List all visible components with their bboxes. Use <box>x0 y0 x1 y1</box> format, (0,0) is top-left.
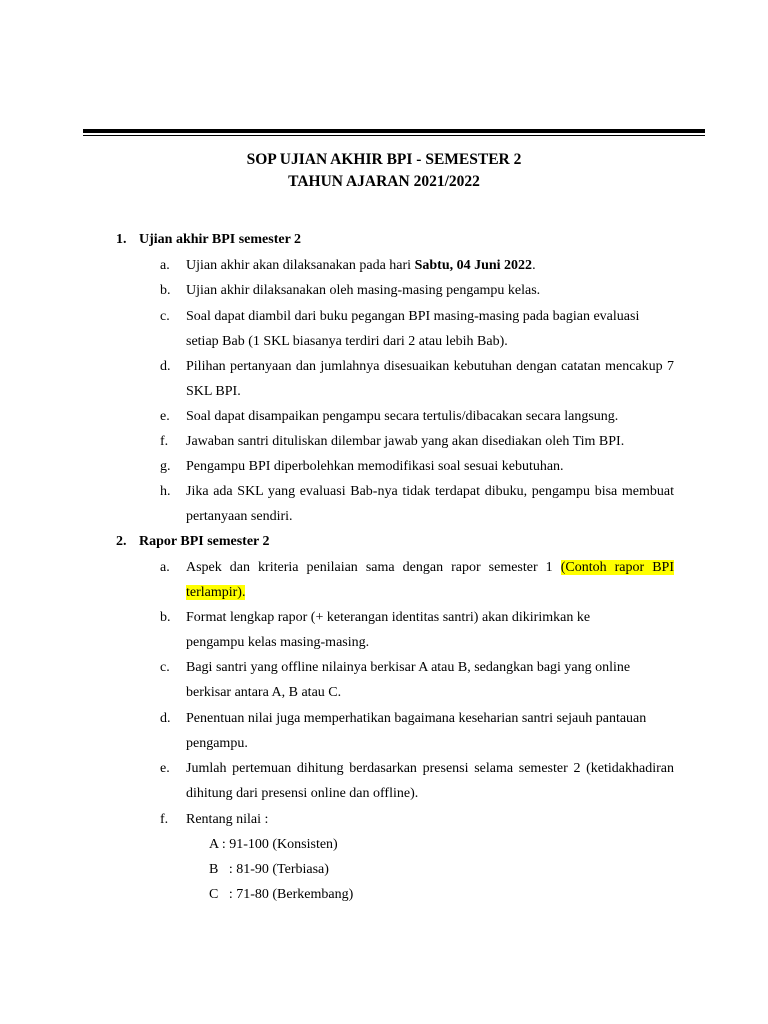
item-text: Ujian akhir akan dilaksanakan pada hari <box>186 258 415 273</box>
item-text: Pilihan pertanyaan dan jumlahnya disesuaikan kebutuhan dengan catatan mencakup 7 SKL BPI. <box>186 359 674 400</box>
section-number: 2. <box>116 534 127 549</box>
item-letter: a. <box>160 560 170 575</box>
item-letter: b. <box>160 283 171 298</box>
item-letter: e. <box>160 409 170 424</box>
document-subtitle: TAHUN AJARAN 2021/2022 <box>288 173 480 190</box>
item-letter: e. <box>160 761 170 776</box>
list-item <box>160 429 674 454</box>
item-letter: d. <box>160 711 171 726</box>
item-text: Jumlah pertemuan dihitung berdasarkan presensi selama semester 2 (ketidakhadiran dihitung dari presensi online dan offline). <box>186 761 674 802</box>
list-item <box>160 706 674 756</box>
item-letter: c. <box>160 309 170 324</box>
item-text: Jika ada SKL yang evaluasi Bab-nya tidak terdapat dibuku, pengampu bisa membuat pertanyaan sendiri. <box>186 484 674 525</box>
item-letter: h. <box>160 484 171 499</box>
highlighted-note: (Contoh rapor BPI terlampir). <box>186 560 674 601</box>
list-item <box>160 304 674 354</box>
section-2-heading <box>116 534 270 550</box>
section-heading-text: Rapor BPI semester 2 <box>139 534 270 549</box>
item-letter: a. <box>160 258 170 273</box>
item-text: Format lengkap rapor (+ keterangan identitas santri) akan dikirimkan ke pengampu kelas masing-masing. <box>186 610 591 651</box>
item-text: Ujian akhir dilaksanakan oleh masing-masing pengampu kelas. <box>186 283 541 298</box>
item-text: Aspek dan kriteria penilaian sama dengan rapor semester 1 <box>186 560 561 575</box>
item-text: Pengampu BPI diperbolehkan memodifikasi soal sesuai kebutuhan. <box>186 459 564 474</box>
item-text: Rentang nilai : <box>186 812 269 827</box>
document-title: SOP UJIAN AKHIR BPI - SEMESTER 2 <box>246 151 522 168</box>
item-letter: c. <box>160 660 170 675</box>
item-letter: g. <box>160 459 171 474</box>
list-item <box>160 807 674 832</box>
header-rule-thick <box>83 129 705 133</box>
list-item <box>160 354 674 404</box>
list-item <box>160 454 674 479</box>
exam-date: Sabtu, 04 Juni 2022 <box>414 258 533 273</box>
section-number: 1. <box>116 232 127 247</box>
list-item: a. Ujian akhir akan dilaksanakan pada hari Sabtu, 04 Juni 2022. <box>160 253 674 278</box>
item-letter: f. <box>160 434 169 449</box>
grade-range-b: B : 81-90 (Terbiasa) <box>209 862 329 877</box>
item-letter: d. <box>160 359 171 374</box>
item-text: Soal dapat disampaikan pengampu secara tertulis/dibacakan secara langsung. <box>186 409 619 424</box>
section-1-heading <box>116 232 301 248</box>
list-item <box>160 756 674 806</box>
item-letter: b. <box>160 610 171 625</box>
list-item <box>160 404 674 429</box>
item-text: Bagi santri yang offline nilainya berkisar A atau B, sedangkan bagi yang online berkisar antara A, B atau C. <box>186 660 631 701</box>
header-rule-thin <box>83 135 705 136</box>
grade-range-a: A : 91-100 (Konsisten) <box>209 837 338 852</box>
item-text: Soal dapat diambil dari buku pegangan BPI masing-masing pada bagian evaluasi setiap Bab (1 SKL biasanya terdiri dari 2 atau lebih Bab). <box>186 309 640 350</box>
list-item <box>160 605 674 655</box>
section-heading-text: Ujian akhir BPI semester 2 <box>139 232 302 247</box>
list-item <box>160 555 674 605</box>
list-item <box>160 479 674 529</box>
list-item <box>160 278 674 303</box>
grade-range-c: C : 71-80 (Berkembang) <box>209 887 354 902</box>
item-text: Penentuan nilai juga memperhatikan bagaimana keseharian santri sejauh pantauan pengampu. <box>186 711 647 752</box>
list-item <box>160 655 674 705</box>
item-letter: f. <box>160 812 169 827</box>
item-text: Jawaban santri dituliskan dilembar jawab yang akan disediakan oleh Tim BPI. <box>186 434 625 449</box>
